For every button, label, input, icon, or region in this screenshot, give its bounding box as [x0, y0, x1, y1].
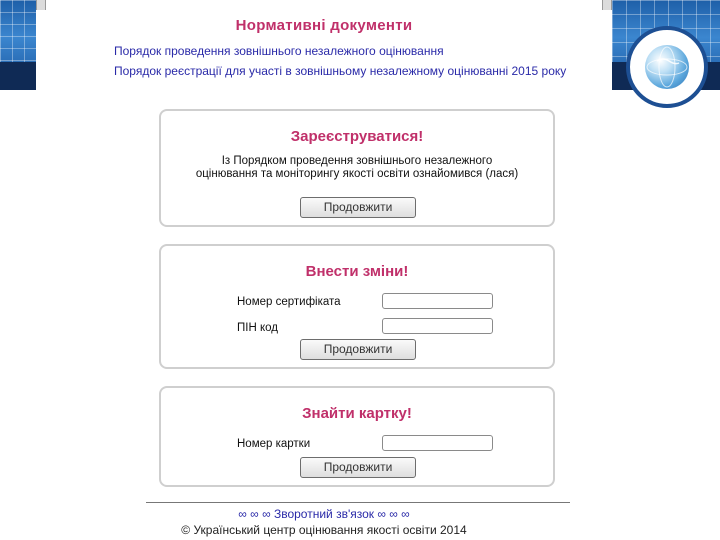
- card-number-label: Номер картки: [237, 438, 311, 450]
- edit-panel: [159, 244, 555, 369]
- doc-link-registration[interactable]: Порядок реєстрації для участі в зовнішньому незалежному оцінюванні 2015 року: [114, 64, 567, 78]
- find-panel: [159, 386, 555, 487]
- edit-title: Внести зміни!: [305, 263, 409, 280]
- doc-link-procedure[interactable]: Порядок проведення зовнішнього незалежного оцінювання: [114, 44, 444, 58]
- browser-page: [36, 0, 612, 540]
- find-continue-button[interactable]: Продовжити: [300, 457, 416, 478]
- pin-input[interactable]: [382, 318, 493, 334]
- register-note: Із Порядком проведення зовнішнього незалежного оцінювання та моніторингу якості освіти ознайомився (лася): [195, 155, 519, 180]
- feedback-link[interactable]: ∞ ∞ ∞ Зворотний зв'язок ∞ ∞ ∞: [238, 507, 410, 521]
- card-number-input[interactable]: [382, 435, 493, 451]
- page-title: Нормативні документи: [235, 17, 413, 34]
- slide-frame-left: [0, 0, 36, 90]
- certificate-label: Номер сертифіката: [237, 296, 341, 308]
- globe-icon: [645, 45, 689, 89]
- register-title: Зареєструватися!: [290, 128, 424, 145]
- find-title: Знайти картку!: [302, 405, 412, 422]
- footer-divider: [146, 502, 570, 503]
- copyright-text: © Український центр оцінювання якості освіти 2014: [181, 523, 467, 537]
- window-edge-left: [36, 0, 46, 10]
- edit-continue-button[interactable]: Продовжити: [300, 339, 416, 360]
- pin-label: ПІН код: [237, 322, 278, 334]
- frame-grid-pattern: [0, 0, 36, 62]
- certificate-input[interactable]: [382, 293, 493, 309]
- slide-frame-right: [612, 0, 720, 112]
- register-panel: [159, 109, 555, 227]
- frame-dark-band: [0, 62, 36, 90]
- register-continue-button[interactable]: Продовжити: [300, 197, 416, 218]
- window-edge-right: [602, 0, 612, 10]
